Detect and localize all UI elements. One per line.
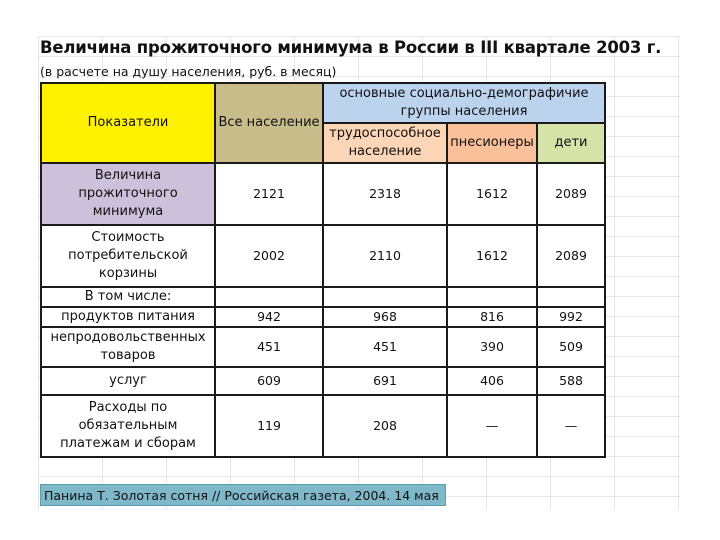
- cell-all: 451: [215, 327, 323, 367]
- cell-all: 609: [215, 367, 323, 395]
- header-groups: основные социально-демографичие группы населения: [323, 83, 605, 123]
- cell-pensioners: [447, 287, 537, 307]
- table-row: [41, 225, 605, 287]
- cell-working: 691: [323, 367, 447, 395]
- cell-all: 119: [215, 395, 323, 457]
- cell-pensioners: 390: [447, 327, 537, 367]
- table-row: [41, 287, 605, 307]
- cell-pensioners: —: [447, 395, 537, 457]
- cell-pensioners: 406: [447, 367, 537, 395]
- cell-pensioners: 1612: [447, 225, 537, 287]
- cell-working: 968: [323, 307, 447, 327]
- cell-working: 2318: [323, 163, 447, 225]
- row-label: Стоимость потребительской корзины: [41, 225, 215, 287]
- row-label: Величина прожиточного минимума: [41, 163, 215, 225]
- cell-working: 2110: [323, 225, 447, 287]
- header-indicators: Показатели: [41, 83, 215, 163]
- row-label: Расходы по обязательным платежам и сборам: [41, 395, 215, 457]
- table-row: [41, 367, 605, 395]
- subsistence-minimum-table: [40, 82, 606, 458]
- cell-all: [215, 287, 323, 307]
- cell-all: 942: [215, 307, 323, 327]
- header-children: дети: [537, 123, 605, 163]
- table-row: [41, 327, 605, 367]
- cell-pensioners: 816: [447, 307, 537, 327]
- header-working-age: трудоспособное население: [323, 123, 447, 163]
- header-all-population: Все население: [215, 83, 323, 163]
- cell-all: 2121: [215, 163, 323, 225]
- page-subtitle: (в расчете на душу населения, руб. в месяц): [40, 64, 337, 79]
- cell-children: 509: [537, 327, 605, 367]
- cell-children: 588: [537, 367, 605, 395]
- cell-children: 2089: [537, 163, 605, 225]
- cell-all: 2002: [215, 225, 323, 287]
- row-label: непродовольственных товаров: [41, 327, 215, 367]
- cell-children: 2089: [537, 225, 605, 287]
- cell-children: 992: [537, 307, 605, 327]
- cell-working: 208: [323, 395, 447, 457]
- table-row: [41, 395, 605, 457]
- header-pensioners: пнесионеры: [447, 123, 537, 163]
- cell-working: [323, 287, 447, 307]
- table-row: [41, 307, 605, 327]
- row-label: В том числе:: [41, 287, 215, 307]
- cell-children: —: [537, 395, 605, 457]
- cell-working: 451: [323, 327, 447, 367]
- cell-pensioners: 1612: [447, 163, 537, 225]
- page-title: Величина прожиточного минимума в России в III квартале 2003 г.: [40, 38, 662, 57]
- source-citation: Панина Т. Золотая сотня // Российская газета, 2004. 14 мая: [40, 484, 446, 506]
- row-label: услуг: [41, 367, 215, 395]
- row-label: продуктов питания: [41, 307, 215, 327]
- table-row: [41, 163, 605, 225]
- cell-children: [537, 287, 605, 307]
